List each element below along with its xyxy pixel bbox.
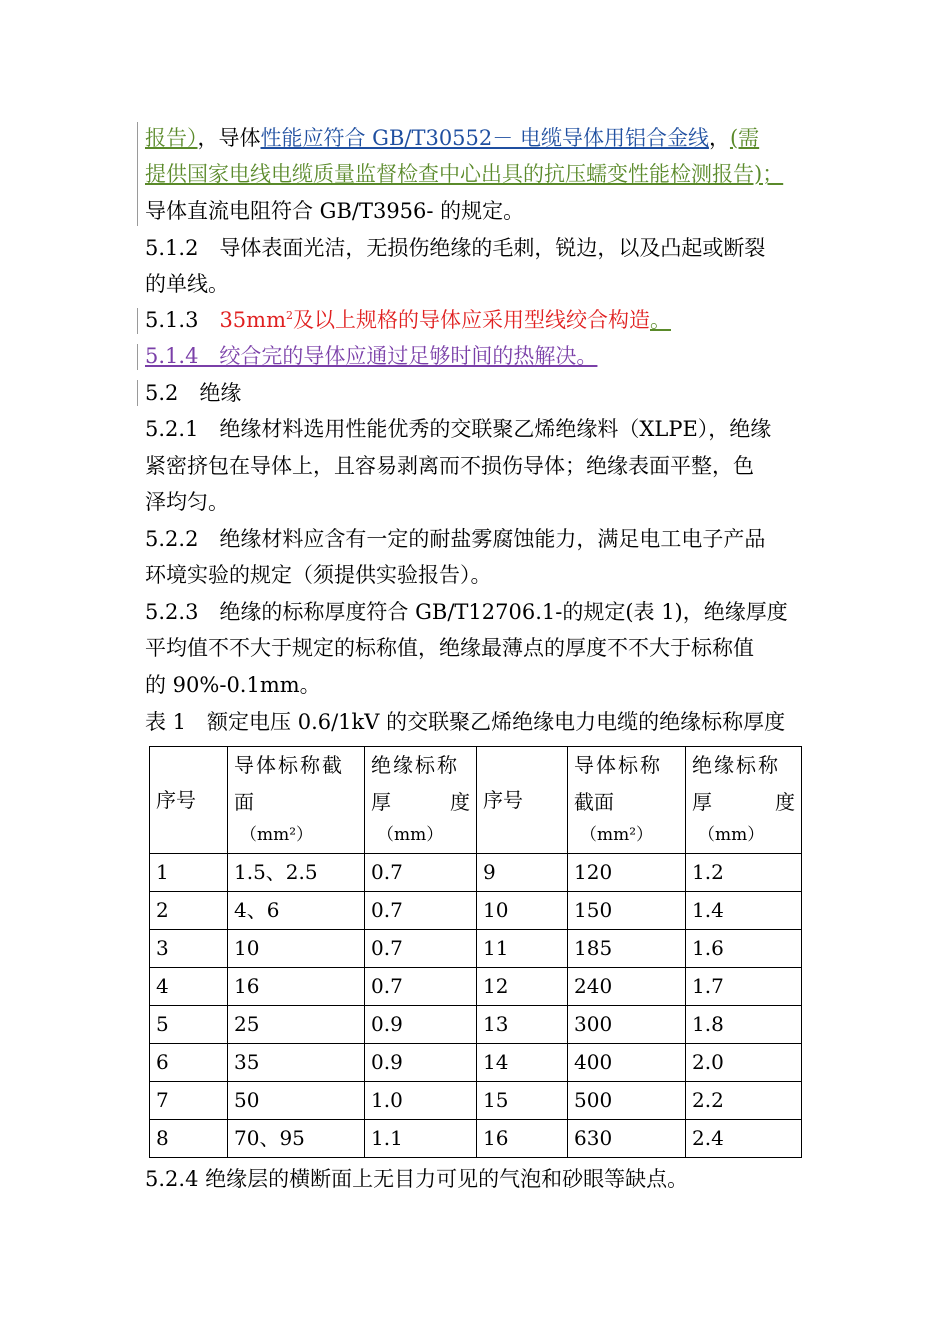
table-cell: 150 bbox=[568, 892, 686, 930]
table-cell: 35 bbox=[228, 1044, 365, 1082]
paragraph-line: 5.2.1 绝缘材料选用性能优秀的交联聚乙烯绝缘料（XLPE），绝缘 bbox=[145, 417, 772, 441]
paragraph-line: 导体直流电阻符合 GB/T3956- 的规定。 bbox=[145, 199, 525, 223]
paragraph-line: 5.2.4 绝缘层的横断面上无目力可见的气泡和砂眼等缺点。 bbox=[145, 1167, 689, 1191]
table-cell: 10 bbox=[477, 892, 568, 930]
paragraph-line: 的 90%-0.1mm。 bbox=[145, 673, 321, 697]
table-caption: 表 1 额定电压 0.6/1kV 的交联聚乙烯绝缘电力电缆的绝缘标称厚度 bbox=[145, 710, 786, 734]
table-cell: 500 bbox=[568, 1082, 686, 1120]
table-row bbox=[150, 1006, 802, 1044]
revision-bar bbox=[137, 122, 138, 226]
table-cell: 0.9 bbox=[365, 1044, 477, 1082]
header-area-2 bbox=[568, 747, 686, 854]
table-cell: 14 bbox=[477, 1044, 568, 1082]
table-cell: 0.7 bbox=[365, 930, 477, 968]
table-cell: 0.7 bbox=[365, 892, 477, 930]
table-cell: 1.2 bbox=[686, 854, 802, 892]
table-cell: 9 bbox=[477, 854, 568, 892]
paragraph-line: 紧密挤包在导体上，且容易剥离而不损伤导体；绝缘表面平整，色 bbox=[145, 454, 754, 478]
revision-bar bbox=[137, 308, 138, 334]
tracked-insert-text: 性能应符合 GB/T30552－ 电缆导体用铝合金线 bbox=[260, 126, 709, 150]
paragraph-line: 泽均匀。 bbox=[145, 490, 229, 514]
table-cell: 2 bbox=[150, 892, 228, 930]
table-cell: 13 bbox=[477, 1006, 568, 1044]
table-cell: 7 bbox=[150, 1082, 228, 1120]
table-cell: 16 bbox=[228, 968, 365, 1006]
header-label: 厚 bbox=[692, 790, 712, 814]
table-header-row bbox=[150, 747, 802, 854]
table-cell: 50 bbox=[228, 1082, 365, 1120]
table-row bbox=[150, 892, 802, 930]
table-cell: 1.5、2.5 bbox=[228, 854, 365, 892]
table-cell: 120 bbox=[568, 854, 686, 892]
paragraph-line: 环境实验的规定（须提供实验报告）。 bbox=[145, 563, 492, 587]
revision-bar bbox=[137, 344, 138, 370]
table-cell: 1.7 bbox=[686, 968, 802, 1006]
superscript: 2 bbox=[286, 309, 293, 322]
header-unit: （mm） bbox=[377, 825, 444, 845]
paragraph-line: 5.1.2 导体表面光洁，无损伤绝缘的毛刺，锐边，以及凸起或断裂 bbox=[145, 236, 766, 260]
table-cell: 5 bbox=[150, 1006, 228, 1044]
header-thickness bbox=[365, 747, 477, 854]
paragraph-line: 5.1.4 绞合完的导体应通过足够时间的热解决。 bbox=[145, 344, 598, 368]
paragraph-line bbox=[145, 120, 759, 156]
area-value: 35mm bbox=[219, 308, 286, 332]
paragraph-line bbox=[145, 156, 783, 192]
table-cell: 1 bbox=[150, 854, 228, 892]
table-cell: 25 bbox=[228, 1006, 365, 1044]
table-cell: 1.0 bbox=[365, 1082, 477, 1120]
table-cell: 240 bbox=[568, 968, 686, 1006]
header-thickness-2 bbox=[686, 747, 802, 854]
body-text: ，导体 bbox=[197, 126, 261, 150]
header-label: 序号 bbox=[483, 788, 523, 812]
paragraph-line: 5.2.2 绝缘材料应含有一定的耐盐雾腐蚀能力，满足电工电子产品 bbox=[145, 527, 766, 551]
table-row bbox=[150, 1120, 802, 1158]
paragraph-line: 平均值不不大于规定的标称值，绝缘最薄点的厚度不不大于标称值 bbox=[145, 636, 754, 660]
table-row bbox=[150, 1044, 802, 1082]
tracked-insert-text: 。 bbox=[650, 308, 671, 332]
body-text: 及以上规格的导体应采用型线绞合构造 bbox=[293, 308, 650, 332]
header-label: 导体标称 bbox=[574, 753, 662, 777]
table-row bbox=[150, 930, 802, 968]
revision-bar bbox=[137, 380, 138, 406]
table-cell: 185 bbox=[568, 930, 686, 968]
table-cell: 12 bbox=[477, 968, 568, 1006]
table-cell: 0.7 bbox=[365, 968, 477, 1006]
table-cell: 16 bbox=[477, 1120, 568, 1158]
table-cell: 0.7 bbox=[365, 854, 477, 892]
insulation-thickness-table bbox=[149, 746, 802, 1158]
section-heading: 5.2 绝缘 bbox=[145, 381, 242, 405]
table-cell: 70、95 bbox=[228, 1120, 365, 1158]
header-label: 导体标称截 bbox=[234, 753, 344, 777]
header-label: 面 bbox=[234, 790, 254, 814]
table-cell: 630 bbox=[568, 1120, 686, 1158]
table-cell: 10 bbox=[228, 930, 365, 968]
table-row bbox=[150, 968, 802, 1006]
header-label: 厚 bbox=[371, 790, 391, 814]
table-cell: 2.4 bbox=[686, 1120, 802, 1158]
header-area bbox=[228, 747, 365, 854]
paragraph-line: 的单线。 bbox=[145, 272, 229, 296]
table-cell: 1.6 bbox=[686, 930, 802, 968]
table-cell: 0.9 bbox=[365, 1006, 477, 1044]
section-number: 5.1.3 bbox=[145, 308, 220, 332]
header-seq-2 bbox=[477, 747, 568, 854]
header-seq bbox=[150, 747, 228, 854]
tracked-insert-text: 报告） bbox=[145, 126, 198, 150]
table-row bbox=[150, 854, 802, 892]
tracked-insert-text: 提供国家电线电缆质量监督检查中心出具的抗压蠕变性能检测报告)； bbox=[145, 162, 784, 186]
table-cell: 300 bbox=[568, 1006, 686, 1044]
table-cell: 1.4 bbox=[686, 892, 802, 930]
table-cell: 8 bbox=[150, 1120, 228, 1158]
table-cell: 15 bbox=[477, 1082, 568, 1120]
table-cell: 6 bbox=[150, 1044, 228, 1082]
tracked-insert-text: (需 bbox=[729, 126, 760, 150]
table-cell: 2.2 bbox=[686, 1082, 802, 1120]
header-label: 度 bbox=[775, 790, 795, 814]
header-label: 绝缘标称 bbox=[692, 753, 780, 777]
header-unit: （mm²） bbox=[580, 825, 654, 845]
table-cell: 11 bbox=[477, 930, 568, 968]
table-cell: 400 bbox=[568, 1044, 686, 1082]
table-row bbox=[150, 1082, 802, 1120]
table-cell: 3 bbox=[150, 930, 228, 968]
header-label: 截面 bbox=[574, 790, 614, 814]
body-text: ， bbox=[708, 126, 730, 150]
table-cell: 1.1 bbox=[365, 1120, 477, 1158]
paragraph-line bbox=[145, 302, 671, 338]
header-label: 绝缘标称 bbox=[371, 753, 459, 777]
table-cell: 4、6 bbox=[228, 892, 365, 930]
header-label: 序号 bbox=[156, 788, 196, 812]
table-cell: 4 bbox=[150, 968, 228, 1006]
header-label: 度 bbox=[450, 790, 470, 814]
tracked-change-text bbox=[219, 308, 650, 332]
paragraph-line: 5.2.3 绝缘的标称厚度符合 GB/T12706.1-的规定(表 1)，绝缘厚度 bbox=[145, 600, 788, 624]
header-unit: （mm²） bbox=[240, 825, 314, 845]
table-cell: 1.8 bbox=[686, 1006, 802, 1044]
header-unit: （mm） bbox=[698, 825, 765, 845]
table-cell: 2.0 bbox=[686, 1044, 802, 1082]
